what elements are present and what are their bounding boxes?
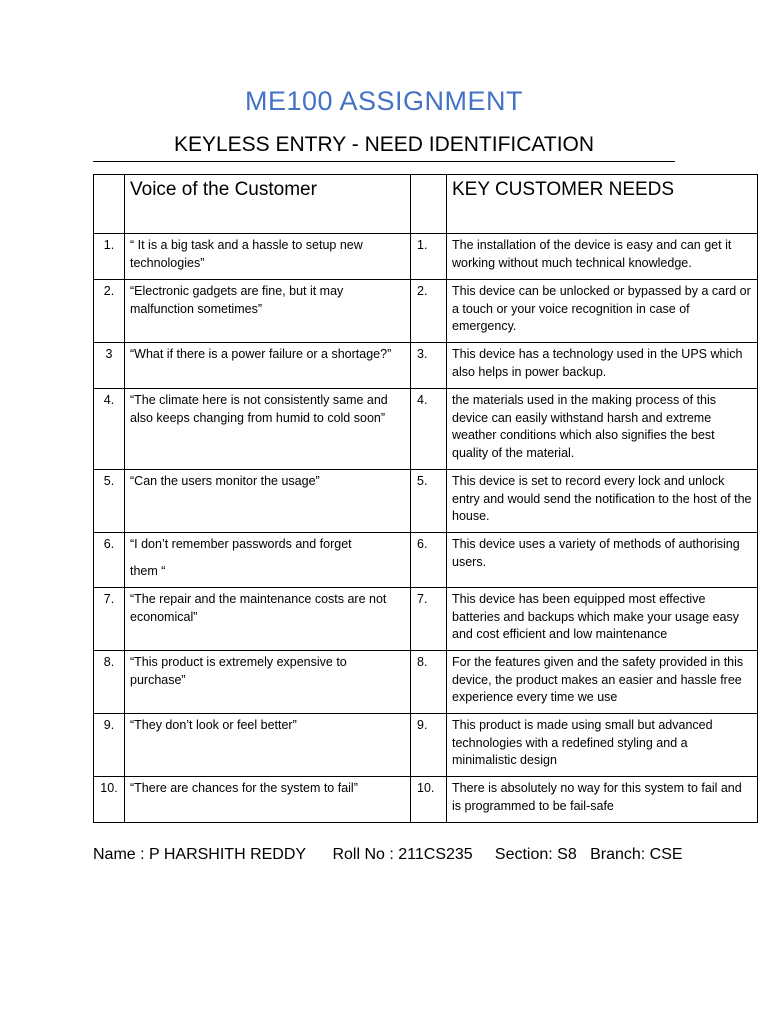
voice-text: “What if there is a power failure or a shortage?” [125,343,411,389]
need-number: 8. [411,651,447,714]
voice-text-continued: them “ [130,563,166,578]
need-text: This device has been equipped most effective batteries and backups which make your usage easy and cost efficient and low maintenance [447,588,758,651]
table-header-row [94,175,758,234]
student-details: Name : P HARSHITH REDDY Roll No : 211CS235 Section: S8 Branch: CSE [93,846,683,863]
row-number: 5. [94,470,125,533]
need-text: The installation of the device is easy and can get it working without much technical knowledge. [447,234,758,280]
need-text: This device uses a variety of methods of authorising users. [447,533,758,588]
page-subtitle: KEYLESS ENTRY - NEED IDENTIFICATION [173,133,595,156]
voice-text: “Can the users monitor the usage” [125,470,411,533]
need-number: 7. [411,588,447,651]
voice-text: “The climate here is not consistently same and also keeps changing from humid to cold soon” [125,389,411,470]
row-number: 2. [94,280,125,343]
table-row [94,470,758,533]
voice-cell [125,533,411,588]
header-number-cell [94,175,125,234]
row-number: 3 [94,343,125,389]
table-row [94,343,758,389]
need-text: the materials used in the making process of this device can easily withstand harsh and extreme weather conditions which also signifies the best quality of the material. [447,389,758,470]
need-number: 5. [411,470,447,533]
table-row [94,777,758,823]
voice-text: “This product is extremely expensive to purchase” [125,651,411,714]
table-row [94,651,758,714]
table-row [94,588,758,651]
voice-text: “ It is a big task and a hassle to setup new technologies” [125,234,411,280]
voice-text: “They don’t look or feel better” [125,714,411,777]
needs-table [93,174,758,823]
need-number: 1. [411,234,447,280]
need-number: 2. [411,280,447,343]
need-number: 10. [411,777,447,823]
page-title: ME100 ASSIGNMENT [244,86,524,116]
need-text: This device can be unlocked or bypassed by a card or a touch or your voice recognition in case of emergency. [447,280,758,343]
row-number: 1. [94,234,125,280]
need-number: 3. [411,343,447,389]
table-row [94,714,758,777]
header-voice-of-customer: Voice of the Customer [125,175,411,234]
voice-text: “I don’t remember passwords and forget [130,537,352,551]
row-number: 4. [94,389,125,470]
need-text: This device is set to record every lock and unlock entry and would send the notification to the host of the house. [447,470,758,533]
row-number: 6. [94,533,125,588]
need-text: There is absolutely no way for this system to fail and is programmed to be fail-safe [447,777,758,823]
table-row [94,280,758,343]
header-key-customer-needs: KEY CUSTOMER NEEDS [447,175,758,234]
subtitle-underline [93,161,675,162]
row-number: 9. [94,714,125,777]
need-text: For the features given and the safety provided in this device, the product makes an easier and hassle free experience every time we use [447,651,758,714]
voice-text: “There are chances for the system to fail” [125,777,411,823]
need-number: 4. [411,389,447,470]
need-number: 9. [411,714,447,777]
need-text: This device has a technology used in the UPS which also helps in power backup. [447,343,758,389]
need-number: 6. [411,533,447,588]
row-number: 8. [94,651,125,714]
voice-text: “Electronic gadgets are fine, but it may malfunction sometimes” [125,280,411,343]
table-row [94,234,758,280]
voice-text: “The repair and the maintenance costs are not economical” [125,588,411,651]
table-row [94,533,758,588]
table-row [94,389,758,470]
need-text: This product is made using small but advanced technologies with a redefined styling and a minimalistic design [447,714,758,777]
row-number: 10. [94,777,125,823]
header-number-cell [411,175,447,234]
row-number: 7. [94,588,125,651]
